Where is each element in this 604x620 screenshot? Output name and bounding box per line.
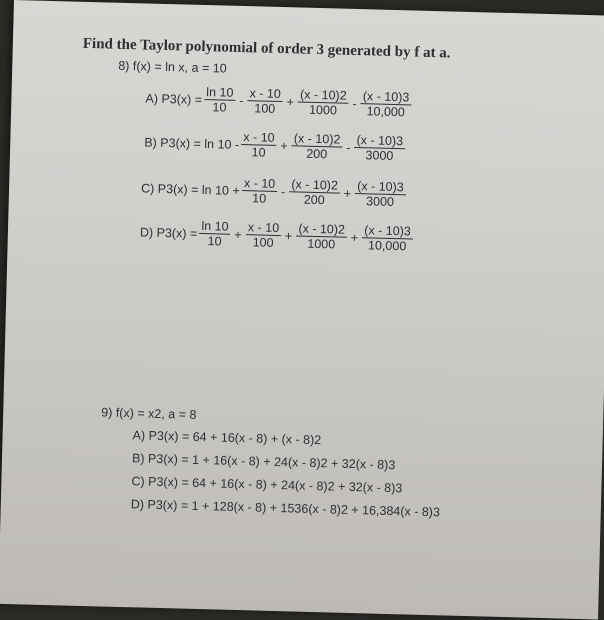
numerator: (x - 10)3: [362, 223, 413, 239]
numerator: (x - 10)3: [361, 89, 412, 105]
denominator: 10: [207, 234, 222, 249]
fraction: [289, 177, 340, 207]
denominator: 10: [252, 191, 267, 206]
q9-option-d: D) P3(x) = 1 + 128(x - 8) + 1536(x - 8)2 + 16,384(x - 8)3: [130, 497, 441, 520]
q8-option-b: [144, 127, 407, 163]
fraction: [362, 223, 413, 253]
fraction: [245, 220, 281, 250]
q9-prompt: 9) f(x) = x2, a = 8: [101, 405, 197, 422]
numerator: ln 10: [204, 85, 235, 101]
fraction: [296, 221, 347, 251]
operator: -: [352, 96, 357, 111]
q8-d-label: D) P3(x) =: [139, 224, 198, 241]
operator: +: [343, 186, 352, 201]
fraction: [355, 179, 406, 209]
fraction: [354, 133, 405, 163]
numerator: x - 10: [242, 176, 278, 192]
numerator: ln 10: [199, 219, 230, 235]
q9-option-c: C) P3(x) = 64 + 16(x - 8) + 24(x - 8)2 + 32(x - 8)3: [131, 474, 403, 496]
operator: +: [350, 230, 359, 245]
operator: +: [234, 227, 242, 242]
denominator: 3000: [365, 148, 394, 163]
fraction: [199, 219, 231, 249]
numerator: x - 10: [246, 220, 282, 236]
numerator: (x - 10)2: [298, 87, 349, 103]
denominator: 10: [212, 100, 227, 115]
denominator: 200: [306, 146, 328, 162]
denominator: 10,000: [366, 104, 405, 120]
q9-option-b: B) P3(x) = 1 + 16(x - 8) + 24(x - 8)2 + 32(x - 8)3: [131, 451, 396, 473]
operator: -: [238, 93, 244, 108]
fraction: [247, 86, 283, 116]
operator: +: [280, 138, 288, 153]
operator: +: [286, 94, 295, 109]
numerator: x - 10: [241, 130, 277, 146]
fraction: [360, 89, 411, 119]
numerator: (x - 10)2: [289, 177, 340, 193]
denominator: 200: [303, 192, 325, 208]
q8-prompt: 8) f(x) = ln x, a = 10: [118, 58, 227, 76]
q9-option-a: A) P3(x) = 64 + 16(x - 8) + (x - 8)2: [132, 428, 322, 448]
page-heading: Find the Taylor polynomial of order 3 generated by f at a.: [82, 35, 451, 62]
fraction: [298, 87, 349, 117]
denominator: 100: [252, 235, 274, 250]
q8-option-c: [141, 173, 408, 209]
operator: +: [284, 228, 293, 243]
q8-option-a: [145, 83, 413, 119]
q8-b-label: B) P3(x) = ln 10 -: [144, 134, 240, 152]
numerator: (x - 10)2: [292, 131, 343, 147]
numerator: x - 10: [247, 86, 283, 102]
denominator: 10,000: [367, 238, 407, 254]
q8-c-label: C) P3(x) = ln 10 +: [140, 180, 240, 198]
numerator: (x - 10)3: [355, 179, 406, 195]
denominator: 1000: [308, 102, 338, 118]
denominator: 100: [254, 101, 276, 116]
fraction: [241, 176, 277, 206]
denominator: 3000: [365, 194, 395, 210]
numerator: (x - 10)3: [354, 133, 405, 149]
numerator: (x - 10)2: [296, 221, 347, 237]
operator: -: [346, 140, 351, 155]
denominator: 10: [251, 145, 266, 160]
fraction: [204, 85, 236, 115]
q8-option-d: [140, 217, 415, 253]
q8-a-label: A) P3(x) =: [145, 90, 203, 107]
operator: -: [280, 184, 286, 199]
denominator: 1000: [307, 236, 336, 252]
fraction: [241, 130, 277, 160]
fraction: [291, 131, 342, 161]
